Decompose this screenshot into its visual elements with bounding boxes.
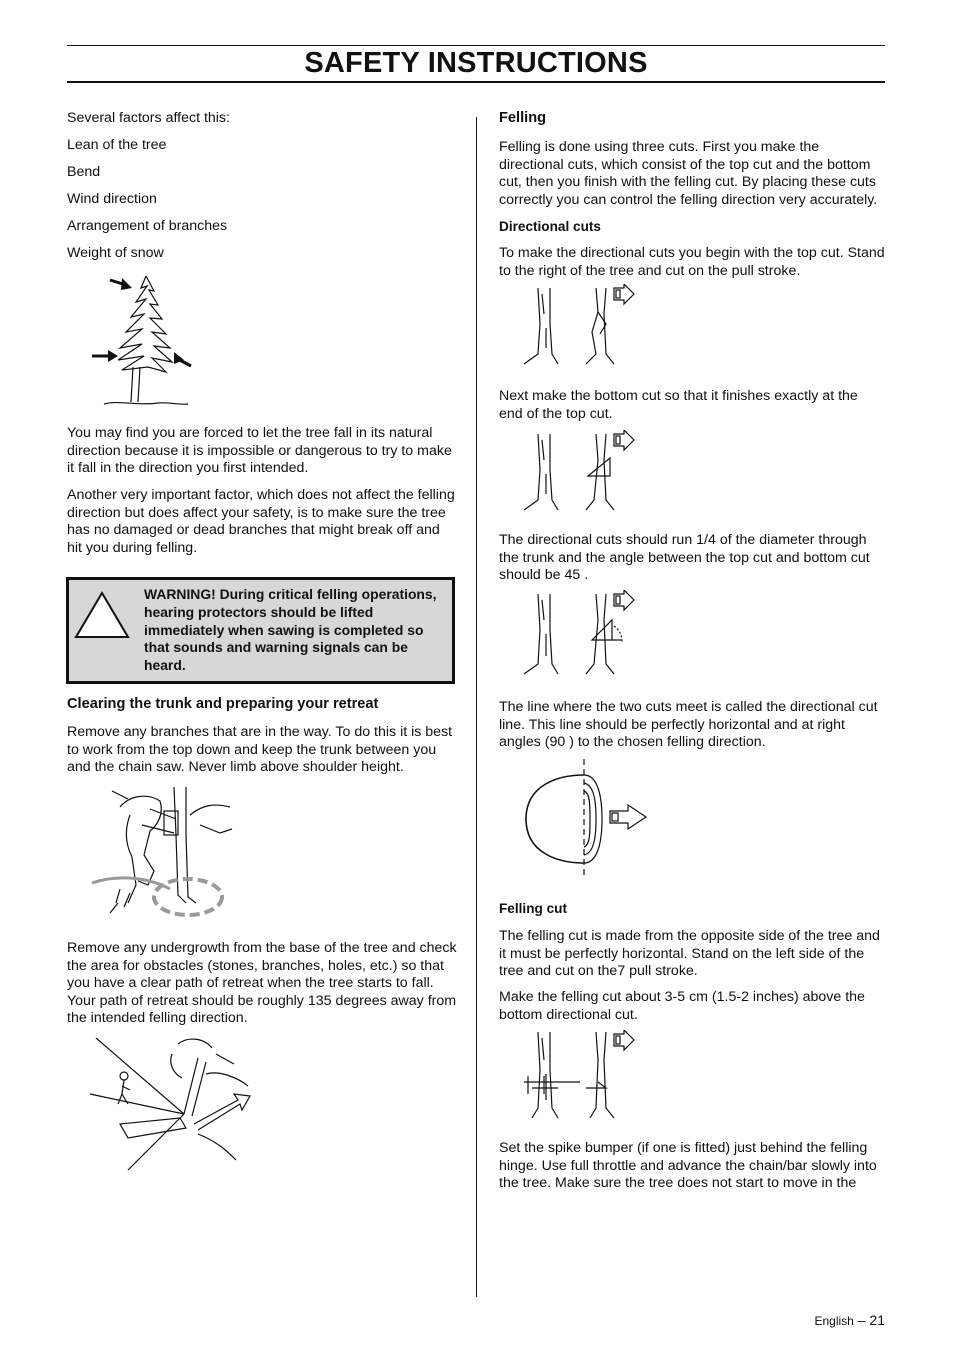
felling-cut-illustration <box>518 1030 642 1122</box>
page-footer <box>760 1312 885 1328</box>
factor-item: Bend <box>67 164 101 180</box>
spike-bumper-paragraph: Set the spike bumper (if one is fitted) just behind the felling hinge. Use full throttle and advance the chain/bar slowly into the tree. Make sure the tree does not start to move in the <box>499 1140 877 1191</box>
retreat-path-illustration <box>88 1034 258 1174</box>
clearing-heading: Clearing the trunk and preparing your retreat <box>67 696 379 712</box>
column-divider <box>476 117 477 1297</box>
bottom-cut-paragraph: Next make the bottom cut so that it finishes exactly at the end of the top cut. <box>499 388 858 422</box>
top-cut-illustration <box>518 284 642 368</box>
felling-cut-paragraph-2: Make the felling cut about 3-5 cm (1.5-2 inches) above the bottom directional cut. <box>499 989 865 1023</box>
directional-cuts-heading: Directional cuts <box>499 219 601 234</box>
page-number: – 21 <box>857 1312 885 1328</box>
top-cut-paragraph: To make the directional cuts you begin with the top cut. Stand to the right of the tree and cut on the pull stroke. <box>499 245 885 279</box>
remove-branches-paragraph: Remove any branches that are in the way. To do this it is best to work from the top down and keep the trunk between you and the chain saw. Never limb above shoulder height. <box>67 724 453 775</box>
factor-item: Wind direction <box>67 191 157 207</box>
undergrowth-paragraph: Remove any undergrowth from the base of the tree and check the area for obstacles (stones, branches, holes, etc.) so that you have a clear path of retreat when the tree starts to fall. Your path of retreat should be roughly 135 degrees away from the intended felling direction. <box>67 940 457 1026</box>
felling-heading: Felling <box>499 110 547 126</box>
footer-language: English <box>814 1314 854 1328</box>
bottom-cut-illustration <box>518 430 642 514</box>
page-title: SAFETY INSTRUCTIONS <box>304 47 648 79</box>
warning-triangle-icon <box>74 591 130 639</box>
angle-45-illustration <box>518 590 642 678</box>
factor-item: Weight of snow <box>67 245 164 261</box>
factors-intro: Several factors affect this: <box>67 110 230 126</box>
warning-box <box>66 577 455 684</box>
natural-direction-paragraph: You may find you are forced to let the tree fall in its natural direction because it is impossible or dangerous to try to make it fall in the direction you first intended. <box>67 425 452 476</box>
factor-item: Lean of the tree <box>67 137 167 153</box>
header-rule-bottom <box>67 81 885 83</box>
safety-factor-paragraph: Another very important factor, which does not affect the felling direction but does affect your safety, is to make sure the tree has no damaged or dead branches that might break off and hit you during felling. <box>67 487 455 556</box>
felling-cut-heading: Felling cut <box>499 901 567 916</box>
warning-text: WARNING! During critical felling operations, hearing protectors should be lifted immediately when sawing is completed so that sounds and warning signals can be heard. <box>144 586 437 674</box>
felling-cut-paragraph-1: The felling cut is made from the opposite side of the tree and it must be perfectly horizontal. Stand on the left side of the tree and cut on the7 pull stroke. <box>499 928 880 979</box>
felling-paragraph: Felling is done using three cuts. First you make the directional cuts, which consist of the top cut and the bottom cut, then you finish with the felling cut. By placing these cuts correctly you can control the felling direction very accurately. <box>499 139 878 208</box>
limbing-illustration <box>90 785 240 925</box>
tree-factors-illustration <box>88 272 198 410</box>
cut-line-paragraph: The line where the two cuts meet is called the directional cut line. This line should be perfectly horizontal and at right angles (90 ) to the chosen felling direction. <box>499 699 878 750</box>
directional-cut-line-illustration <box>518 757 654 881</box>
diameter-paragraph: The directional cuts should run 1/4 of the diameter through the trunk and the angle between the top cut and bottom cut should be 45 . <box>499 532 870 583</box>
factor-item: Arrangement of branches <box>67 218 228 234</box>
